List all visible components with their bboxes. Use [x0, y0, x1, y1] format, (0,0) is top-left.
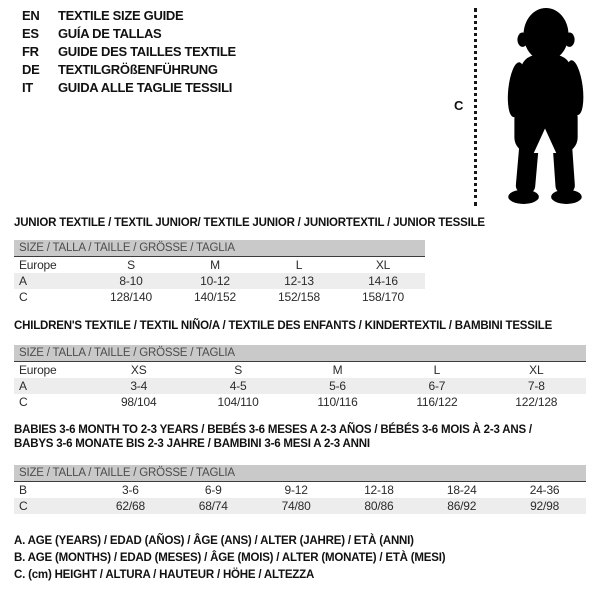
table-cell: 7-8: [527, 379, 545, 393]
lang-code: EN: [22, 8, 40, 23]
table-row-c: [14, 498, 586, 514]
table-row-c: [14, 289, 425, 305]
lang-label: GUÍA DE TALLAS: [58, 26, 162, 41]
size-table-children: [14, 345, 586, 410]
table-cell: L: [433, 363, 441, 377]
row-label: C: [19, 499, 28, 513]
table-cell: 62/68: [115, 499, 145, 513]
table-cell: 9-12: [284, 483, 308, 497]
lang-row-fr: [22, 43, 236, 61]
row-label: A: [19, 274, 27, 288]
table-cell: 4-5: [229, 379, 247, 393]
row-label: Europe: [19, 363, 57, 377]
table-row-c: [14, 394, 586, 410]
table-row-a: [14, 378, 586, 394]
legend-line-b: B. AGE (MONTHS) / EDAD (MESES) / ÂGE (MOIS) / ALTER (MONATE) / ETÀ (MESI): [14, 552, 446, 564]
lang-code: FR: [22, 44, 39, 59]
legend-line-a: A. AGE (YEARS) / EDAD (AÑOS) / ÂGE (ANS) / ALTER (JAHRE) / ETÀ (ANNI): [14, 535, 414, 547]
table-cell: 104/110: [217, 395, 259, 409]
table-cell: 8-10: [119, 274, 143, 288]
table-cell: 158/170: [362, 290, 404, 304]
size-table-header: SIZE / TALLA / TAILLE / GRÖSSE / TAGLIA: [14, 240, 425, 257]
section-title-babies-line1: BABIES 3-6 MONTH TO 2-3 YEARS / BEBÉS 3-6 MESES A 2-3 AÑOS / BÉBÉS 3-6 MOIS À 2-3 ANS /: [14, 424, 532, 436]
lang-code: IT: [22, 80, 33, 95]
table-cell: 3-6: [122, 483, 139, 497]
table-cell: XL: [375, 258, 391, 272]
table-cell: 128/140: [110, 290, 152, 304]
table-cell: 12-13: [284, 274, 314, 288]
table-cell: 14-16: [368, 274, 398, 288]
lang-code: DE: [22, 62, 40, 77]
table-cell: M: [210, 258, 220, 272]
legend-line-c: C. (cm) HEIGHT / ALTURA / HAUTEUR / HÖHE / ALTEZZA: [14, 569, 315, 581]
table-cell: L: [295, 258, 303, 272]
table-cell: 18-24: [446, 483, 477, 497]
table-cell: 74/80: [281, 499, 311, 513]
table-cell: 86/92: [447, 499, 477, 513]
table-cell: 110/116: [317, 395, 358, 409]
table-cell: 140/152: [194, 290, 236, 304]
table-cell: 12-18: [364, 483, 394, 497]
table-row-europe: [14, 257, 425, 273]
section-title-junior: JUNIOR TEXTILE / TEXTIL JUNIOR/ TEXTILE JUNIOR / JUNIORTEXTIL / JUNIOR TESSILE: [14, 217, 485, 229]
size-table-header: SIZE / TALLA / TAILLE / GRÖSSE / TAGLIA: [14, 465, 586, 482]
lang-label: GUIDA ALLE TAGLIE TESSILI: [58, 80, 233, 95]
table-cell: S: [127, 258, 135, 272]
row-label: A: [19, 379, 27, 393]
table-cell: XS: [130, 363, 147, 377]
table-cell: 152/158: [278, 290, 320, 304]
language-list: [22, 7, 236, 97]
table-cell: 98/104: [120, 395, 157, 409]
height-measure-dotted-line: [474, 8, 477, 206]
lang-code: ES: [22, 26, 39, 41]
table-row-a: [14, 273, 425, 289]
lang-row-en: [22, 7, 236, 25]
table-cell: 80/86: [364, 499, 394, 513]
table-cell: 3-4: [130, 379, 148, 393]
row-label: Europe: [19, 258, 57, 272]
row-label: C: [19, 395, 28, 409]
section-title-children: CHILDREN'S TEXTILE / TEXTIL NIÑO/A / TEXTILE DES ENFANTS / KINDERTEXTIL / BAMBINI TESSILE: [14, 320, 553, 332]
lang-row-de: [22, 61, 236, 79]
height-measure-label: C: [454, 98, 464, 113]
lang-row-es: [22, 25, 236, 43]
table-row-europe: [14, 362, 586, 378]
table-cell: 10-12: [200, 274, 230, 288]
size-table-babies: [14, 465, 586, 514]
baby-figure: [440, 0, 600, 215]
lang-row-it: [22, 79, 236, 97]
table-cell: 116/122: [416, 395, 458, 409]
row-label: B: [19, 483, 27, 497]
table-cell: 122/128: [515, 395, 558, 409]
table-cell: 6-7: [428, 379, 446, 393]
section-title-babies-line2: BABYS 3-6 MONATE BIS 2-3 JAHRE / BAMBINI 3-6 MESI A 2-3 ANNI: [14, 438, 370, 450]
table-cell: 68/74: [198, 499, 228, 513]
table-cell: M: [332, 363, 343, 377]
table-row-b: [14, 482, 586, 498]
table-cell: 5-6: [329, 379, 346, 393]
lang-label: TEXTILGRÖßENFÜHRUNG: [58, 62, 218, 77]
table-cell: 6-9: [204, 483, 222, 497]
lang-label: GUIDE DES TAILLES TEXTILE: [58, 44, 236, 59]
table-cell: S: [234, 363, 242, 377]
lang-label: TEXTILE SIZE GUIDE: [58, 8, 184, 23]
table-cell: 24-36: [529, 483, 560, 497]
row-label: C: [19, 290, 28, 304]
legend: [14, 533, 445, 584]
baby-silhouette-icon: [495, 6, 595, 206]
table-cell: XL: [529, 363, 544, 377]
size-table-junior: [14, 240, 425, 305]
size-table-header: SIZE / TALLA / TAILLE / GRÖSSE / TAGLIA: [14, 345, 586, 362]
table-cell: 92/98: [530, 499, 560, 513]
